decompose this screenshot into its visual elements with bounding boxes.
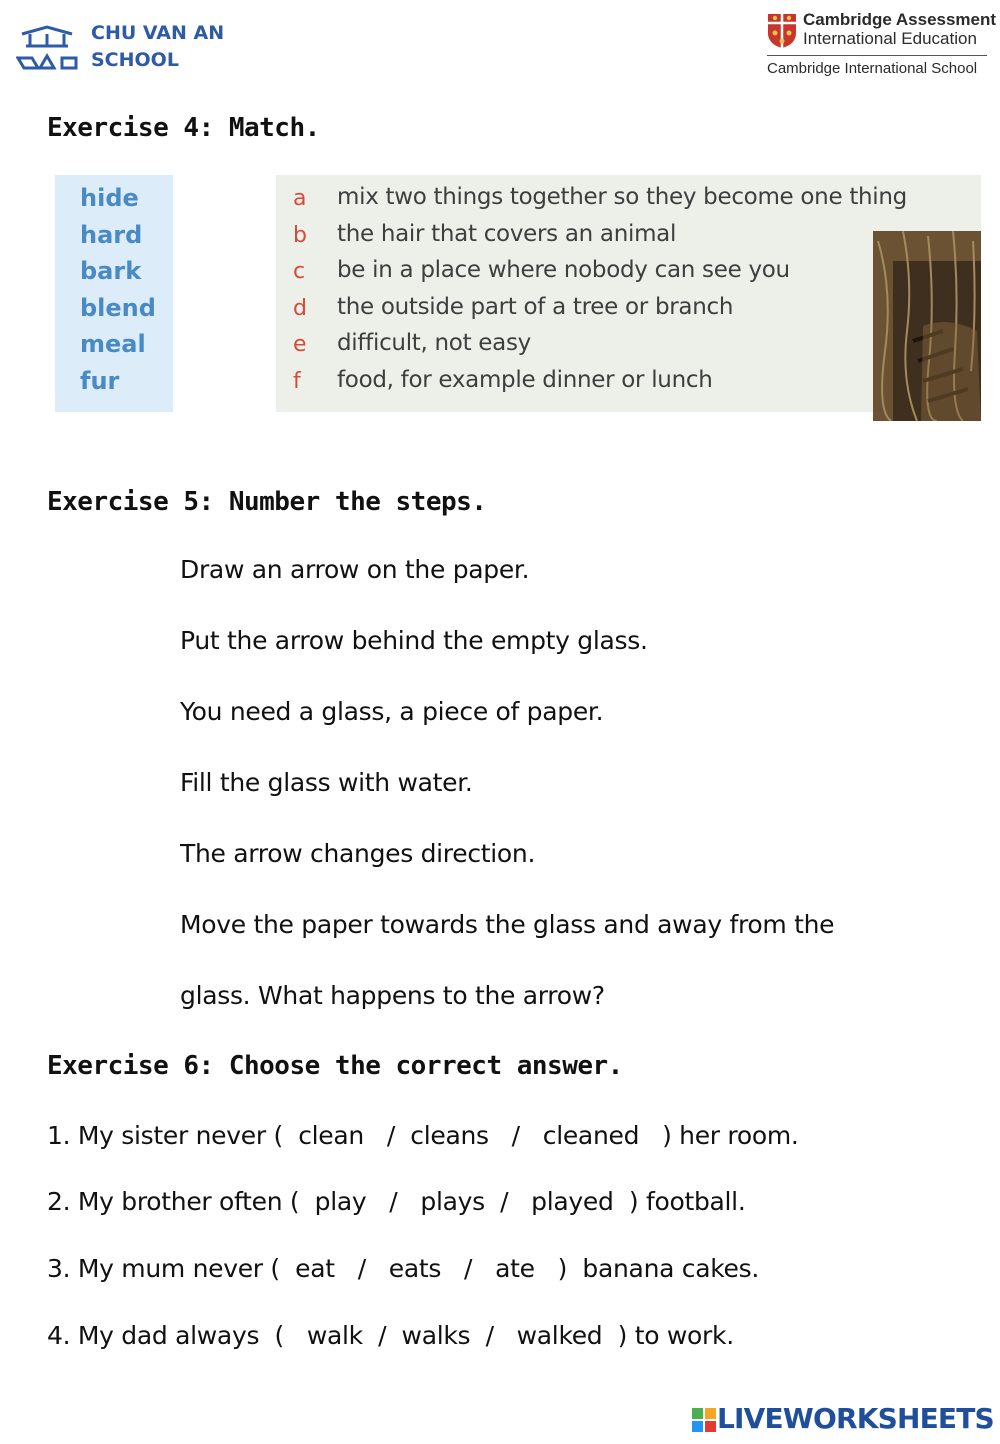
- word-item: meal: [80, 330, 146, 358]
- cambridge-title-line2: International Education: [803, 29, 977, 48]
- school-name: [91, 20, 271, 74]
- exercise5-heading: Exercise 5: Number the steps.: [47, 487, 487, 517]
- question-sentence: 1. My sister never ( clean / cleans / cleaned ) her room.: [47, 1121, 799, 1150]
- header-divider: [767, 55, 987, 56]
- question-sentence: 3. My mum never ( eat / eats / ate ) banana cakes.: [47, 1254, 759, 1283]
- definition-letter: c: [293, 259, 306, 284]
- liveworksheets-brand: LIVEWORKSHEETS: [717, 1402, 994, 1435]
- school-name-line1: CHU VAN AN: [91, 22, 225, 44]
- step-item: glass. What happens to the arrow?: [180, 981, 605, 1010]
- cambridge-title-line1: Cambridge Assessment: [803, 10, 997, 29]
- word-item: hide: [80, 184, 139, 212]
- cambridge-shield-icon: [767, 13, 797, 49]
- word-item: fur: [80, 367, 120, 395]
- step-item: Move the paper towards the glass and away from the: [180, 910, 835, 939]
- definition-letter: d: [293, 296, 307, 321]
- word-item: blend: [80, 294, 156, 322]
- definition-text: the hair that covers an animal: [337, 221, 677, 247]
- word-item: hard: [80, 221, 143, 249]
- liveworksheets-logo-icon: [692, 1408, 716, 1432]
- tiger-photo-icon: [873, 231, 981, 421]
- step-item: Draw an arrow on the paper.: [180, 555, 530, 584]
- exercise4-heading: Exercise 4: Match.: [47, 113, 320, 143]
- word-item: bark: [80, 257, 142, 285]
- definition-text: difficult, not easy: [337, 330, 531, 356]
- school-logo-icon: [16, 24, 78, 72]
- cambridge-subtitle: Cambridge International School: [767, 60, 978, 77]
- step-item: Fill the glass with water.: [180, 768, 473, 797]
- definition-text: be in a place where nobody can see you: [337, 257, 790, 283]
- exercise6-heading: Exercise 6: Choose the correct answer.: [47, 1051, 623, 1081]
- step-item: Put the arrow behind the empty glass.: [180, 626, 648, 655]
- definition-letter: b: [293, 223, 307, 248]
- school-name-line2: SCHOOL: [91, 49, 179, 71]
- definition-letter: e: [293, 332, 307, 357]
- step-item: The arrow changes direction.: [180, 839, 536, 868]
- definition-letter: f: [293, 369, 301, 394]
- question-sentence: 2. My brother often ( play / plays / played ) football.: [47, 1187, 746, 1216]
- step-item: You need a glass, a piece of paper.: [180, 697, 604, 726]
- definition-text: food, for example dinner or lunch: [337, 367, 713, 393]
- question-sentence: 4. My dad always ( walk / walks / walked ) to work.: [47, 1321, 734, 1350]
- definition-text: mix two things together so they become one thing: [337, 184, 907, 210]
- cambridge-title: [803, 10, 996, 48]
- definition-text: the outside part of a tree or branch: [337, 294, 734, 320]
- definition-letter: a: [293, 186, 307, 211]
